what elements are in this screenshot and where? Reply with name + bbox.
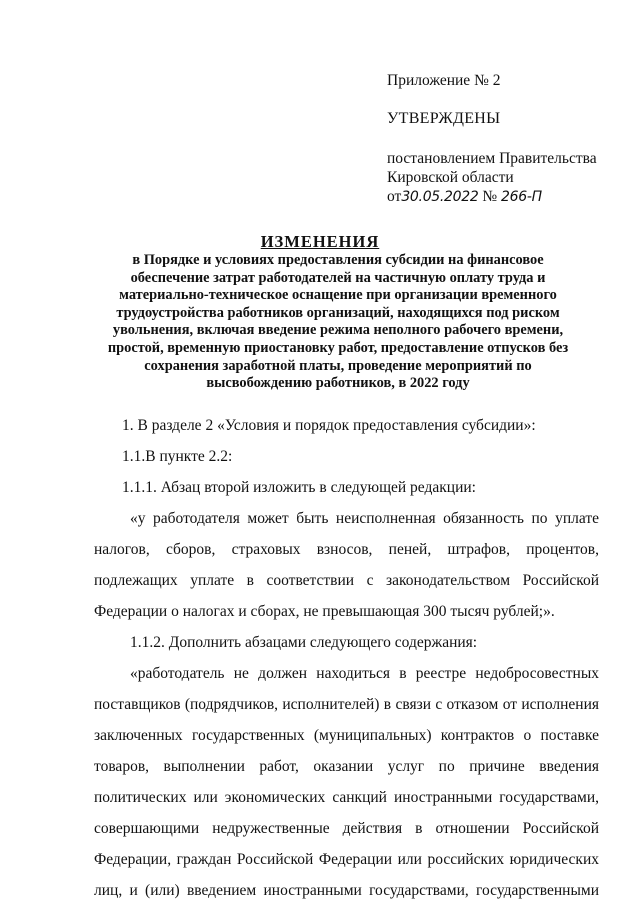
paragraph-line: политических или экономических санкций иностранными государствами, (94, 789, 599, 806)
subtitle-line: обеспечение затрат работодателей на частичную оплату труда и (130, 269, 546, 286)
paragraph-1-1-1: 1.1.1. Абзац второй изложить в следующей редакции: (122, 479, 476, 496)
subtitle-line: сохранения заработной платы, проведение мероприятий по (144, 357, 532, 374)
paragraph-line: поставщиков (подрядчиков, исполнителей) в связи с отказом от исполнения (94, 696, 599, 713)
paragraph-line: товаров, выполнении работ, оказании услуг по причине введения (94, 758, 599, 775)
subtitle-line: в Порядке и условиях предоставления субсидии на финансовое (132, 252, 544, 268)
paragraph-line: совершающими недружественные действия в отношении Российской (94, 820, 599, 837)
paragraph-line: Федерации, граждан Российской Федерации или российских юридических (94, 851, 599, 868)
document-subtitle (100, 252, 576, 393)
handwritten-date: 30.05.2022 (401, 189, 479, 205)
subtitle-line: материально-техническое оснащение при организации временного (119, 287, 557, 304)
paragraph-1-1-2: 1.1.2. Дополнить абзацами следующего содержания: (130, 634, 478, 651)
approved-heading: УТВЕРЖДЕНЫ (387, 110, 501, 127)
resolution-line-2: Кировской области (387, 169, 514, 186)
document-body (94, 416, 599, 900)
paragraph-section-2: 1. В разделе 2 «Условия и порядок предоставления субсидии»: (122, 417, 536, 434)
paragraph-quote-registry (94, 664, 599, 900)
paragraph-line: Федерации о налогах и сборах, не превышающая 300 тысяч рублей;». (94, 603, 555, 620)
paragraph-point-2-2: 1.1.В пункте 2.2: (122, 448, 233, 465)
approval-block (387, 71, 627, 207)
paragraph-line: «у работодателя может быть неисполненная обязанность по уплате (130, 510, 599, 527)
paragraph-line: лиц, и (или) введением иностранными государствами, государственными (94, 882, 599, 899)
resolution-line-1: постановлением Правительства (387, 150, 597, 167)
subtitle-line: простой, временную приостановку работ, предоставление отпусков без (107, 339, 569, 356)
handwritten-number: 266-П (501, 189, 542, 205)
date-prefix: от (387, 188, 402, 205)
document-title: ИЗМЕНЕНИЯ (260, 232, 380, 251)
number-prefix: № (478, 188, 502, 205)
subtitle-line: высвобождению работников, в 2022 году (206, 375, 470, 392)
paragraph-line: «работодатель не должен находиться в реестре недобросовестных (130, 665, 599, 682)
subtitle-line: трудоустройства работников организаций, находящихся под риском (116, 304, 560, 321)
paragraph-line: подлежащих уплате в соответствии с законодательством Российской (94, 572, 599, 589)
appendix-number: Приложение № 2 (387, 72, 501, 89)
subtitle-line: увольнения, включая введение режима неполного рабочего времени, (112, 322, 564, 339)
paragraph-quote-taxes (94, 509, 599, 621)
paragraph-line: налогов, сборов, страховых взносов, пеней, штрафов, процентов, (94, 541, 599, 558)
paragraph-line: заключенных государственных (муниципальных) контрактов о поставке (94, 727, 599, 744)
resolution-date-line (387, 187, 627, 207)
